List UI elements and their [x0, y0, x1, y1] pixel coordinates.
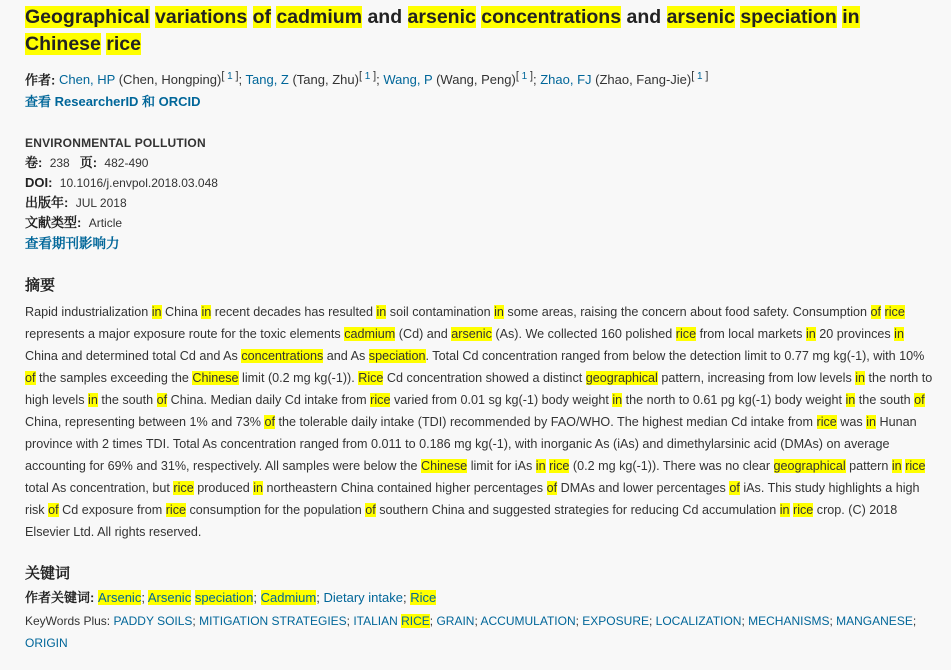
abstract-segment: rice — [884, 305, 905, 320]
abstract-segment: in — [891, 459, 902, 474]
keyword-plus-link[interactable] — [481, 614, 576, 628]
abstract-segment: of — [870, 305, 882, 320]
keywords-plus-list — [25, 614, 916, 650]
keyword-separator: ; — [429, 614, 437, 629]
abstract-segment: China, representing between 1% and 73% — [25, 415, 265, 430]
keyword-text: speciation — [194, 590, 254, 606]
author-list — [59, 72, 708, 87]
title-text: of — [252, 6, 271, 28]
title-text: and — [621, 6, 667, 28]
abstract-segment: (As). We collected 160 polished — [491, 327, 676, 342]
keyword-plus-link[interactable] — [748, 614, 829, 628]
title-text: variations — [155, 6, 248, 28]
keyword-text: LOCALIZATION — [655, 614, 742, 629]
affiliation-marker: [ 1 ] — [221, 70, 239, 82]
title-text: arsenic — [666, 6, 735, 28]
abstract-segment: the south — [855, 393, 915, 408]
abstract-segment: from local markets — [696, 327, 806, 342]
abstract-segment: represents a major exposure route for the toxic elements — [25, 327, 345, 342]
volume-value: 238 — [49, 156, 70, 171]
abstract-segment: China and determined total Cd and As — [25, 349, 242, 364]
abstract-segment: of — [365, 503, 376, 518]
abstract-segment: of — [546, 481, 558, 496]
title-text: in — [842, 6, 860, 28]
keyword-separator: ; — [912, 614, 917, 629]
keyword-text: Rice — [410, 590, 437, 606]
author-keywords-row — [25, 587, 945, 609]
keyword-separator: ; — [829, 614, 837, 629]
abstract-segment: pattern — [845, 459, 892, 474]
keyword-plus-link[interactable] — [436, 614, 474, 628]
abstract-segment: cadmium — [344, 327, 396, 342]
abstract-segment: of — [25, 371, 36, 386]
keyword-separator: ; — [346, 614, 354, 629]
author-full-name: (Wang, Peng) — [432, 72, 516, 88]
keyword-plus-link[interactable] — [25, 636, 68, 650]
abstract-segment: varied from 0.01 sg kg(-1) body weight — [390, 393, 613, 408]
authors-label: 作者: — [25, 72, 56, 88]
abstract-segment: in — [855, 371, 866, 386]
abstract-heading: 摘要 — [25, 277, 56, 295]
volume-label: 卷: — [25, 155, 43, 171]
keyword-plus-link[interactable] — [836, 614, 913, 628]
author-full-name: (Zhao, Fang-Jie) — [591, 72, 692, 88]
doi-value: 10.1016/j.envpol.2018.03.048 — [59, 176, 218, 191]
abstract-segment: rice — [816, 415, 837, 430]
author-keyword-link[interactable] — [323, 590, 402, 605]
abstract-segment: (0.2 mg kg(-1)). There was no clear — [569, 459, 774, 474]
keyword-plus-link[interactable] — [199, 614, 347, 628]
abstract-segment: the north to 0.61 pg kg(-1) body weight — [622, 393, 846, 408]
author-separator: ; — [238, 72, 246, 88]
keyword-text: MANGANESE — [836, 614, 913, 629]
keyword-separator: ; — [741, 614, 749, 629]
abstract-segment: arsenic — [451, 327, 492, 342]
title-text: cadmium — [276, 6, 363, 28]
keyword-plus-link[interactable] — [353, 614, 429, 628]
abstract-segment: rice — [905, 459, 926, 474]
affiliation-link[interactable]: 1 — [518, 71, 530, 82]
keywords-heading: 关键词 — [25, 565, 71, 583]
author-keywords-list — [98, 590, 436, 605]
affiliation-marker: [ 1 ] — [515, 70, 533, 82]
abstract-segment: Chinese — [420, 459, 468, 474]
abstract-segment: in — [779, 503, 790, 518]
abstract-segment: in — [494, 305, 504, 320]
keyword-text: Dietary intake — [323, 590, 403, 606]
keyword-text: RICE — [401, 614, 430, 629]
abstract-segment: of — [914, 393, 925, 408]
abstract-segment: Cd concentration showed a distinct — [383, 371, 586, 386]
keyword-separator: ; — [474, 614, 481, 629]
keywords-plus-row — [25, 610, 930, 654]
abstract-segment: concentrations — [241, 349, 324, 364]
abstract-segment: (Cd) and — [395, 327, 452, 342]
abstract-segment: in — [535, 459, 546, 474]
doctype-value: Article — [88, 216, 123, 231]
abstract-segment: the samples exceeding the — [35, 371, 193, 386]
pages-label: 页: — [79, 155, 98, 171]
keyword-separator: ; — [316, 590, 324, 606]
abstract-segment: some areas, raising the concern about food safety. Consumption — [503, 305, 871, 320]
abstract-segment: Hunan province with 2 times TDI. Total As concentration ranged from 0.011 to 0.186 mg kg(-1), with inorganic As (iAs) and dimethylarsinic acid (DMAs) on average accounting for 69% and 31%, respectively. All samples were below the — [25, 415, 917, 474]
keyword-separator: ; — [648, 614, 656, 629]
affiliation-link[interactable]: 1 — [361, 71, 374, 82]
doctype-row — [25, 213, 945, 233]
title-text: speciation — [740, 6, 837, 28]
abstract-segment: China — [161, 305, 202, 320]
author-separator: ; — [376, 72, 384, 88]
abstract-segment: produced — [193, 481, 254, 496]
abstract-segment: rice — [549, 459, 570, 474]
affiliation-link[interactable]: 1 — [224, 71, 236, 82]
abstract-segment: in — [151, 305, 162, 320]
abstract-segment: of — [729, 481, 740, 496]
keyword-separator: ; — [192, 614, 200, 629]
researcher-id-link[interactable]: 查看 ResearcherID 和 ORCID — [25, 94, 201, 110]
keyword-text: EXPOSURE — [582, 614, 649, 629]
abstract-segment: in — [805, 327, 816, 342]
abstract-segment: the south — [97, 393, 157, 408]
abstract-segment: crop. (C) 2018 Elsevier Ltd. All rights reserved. — [25, 503, 898, 540]
author-full-name: (Chen, Hongping) — [115, 72, 222, 88]
abstract-segment: in — [894, 327, 904, 342]
abstract-segment: was — [836, 415, 867, 430]
keyword-text: Arsenic — [97, 590, 142, 606]
abstract-segment: rice — [675, 327, 697, 342]
title-text — [247, 6, 252, 28]
title-text: and — [362, 6, 408, 28]
author-separator: ; — [532, 72, 541, 88]
abstract-segment: iAs. This study highlights a high risk — [25, 481, 920, 518]
abstract-segment: rice — [165, 503, 186, 518]
title-text: arsenic — [407, 6, 476, 28]
abstract-segment: in — [88, 393, 98, 408]
abstract-segment: Rapid industrialization — [25, 305, 152, 320]
title-text: Chinese — [25, 33, 101, 55]
doctype-label: 文献类型: — [25, 215, 82, 231]
abstract-segment: northeastern China contained higher percentages — [263, 481, 547, 496]
abstract-segment — [881, 305, 885, 319]
volume-pages-row — [25, 153, 945, 173]
keyword-text: GRAIN — [436, 614, 475, 629]
abstract-segment: geographical — [773, 459, 846, 474]
keyword-text: ACCUMULATION — [480, 614, 576, 629]
abstract-segment: recent decades has resulted — [211, 305, 377, 320]
authors-row — [25, 66, 945, 90]
author-keyword-link[interactable] — [261, 590, 317, 605]
abstract-segment: speciation — [368, 349, 426, 364]
abstract-segment: the tolerable daily intake (TDI) recommended by FAO/WHO. The highest median Cd intake from — [274, 415, 817, 430]
abstract-segment: the north to high levels — [25, 371, 933, 408]
keyword-text: Cadmium — [260, 590, 317, 606]
abstract-segment: and As — [323, 349, 369, 364]
affiliation-marker: [ 1 ] — [358, 70, 377, 82]
author-keyword-link[interactable] — [410, 590, 436, 605]
abstract-segment: pattern, increasing from low levels — [657, 371, 856, 386]
abstract-segment: in — [376, 305, 387, 320]
abstract-segment: in — [201, 305, 212, 320]
affiliation-marker: [ 1 ] — [691, 70, 709, 82]
abstract-segment: of — [264, 415, 275, 430]
record-title — [25, 4, 930, 58]
keyword-text: Arsenic — [147, 590, 192, 606]
abstract-segment: limit (0.2 mg kg(-1)). — [238, 371, 359, 386]
keyword-separator: ; — [402, 590, 411, 606]
keyword-text: PADDY SOILS — [113, 614, 193, 629]
doi-label: DOI: — [25, 175, 53, 191]
pages-value: 482-490 — [104, 156, 149, 171]
author-link[interactable]: Chen, HP — [58, 72, 116, 88]
abstract-segment: of — [156, 393, 168, 408]
author-keyword-link[interactable] — [148, 590, 254, 605]
abstract-segment: 20 provinces — [815, 327, 895, 342]
author-link[interactable]: Zhao, FJ — [540, 72, 592, 88]
abstract-segment: in — [612, 393, 623, 408]
abstract-segment: rice — [793, 503, 814, 518]
abstract-text — [25, 301, 937, 543]
abstract-segment: . Total Cd concentration ranged from below the detection limit to 0.77 mg kg(-1), with 10% — [425, 349, 925, 364]
pubdate-row — [25, 193, 945, 213]
keyword-separator: ; — [141, 590, 148, 606]
doi-row — [25, 173, 945, 193]
title-text: Geographical — [25, 6, 150, 28]
abstract-segment: consumption for the population — [186, 503, 366, 518]
keyword-plus-link[interactable] — [582, 614, 649, 628]
pubdate-value: JUL 2018 — [75, 196, 127, 211]
keyword-text: MECHANISMS — [748, 614, 830, 629]
abstract-segment: southern China and suggested strategies for reducing Cd accumulation — [375, 503, 780, 518]
keyword-text: MITIGATION STRATEGIES — [199, 614, 347, 629]
abstract-segment: rice — [173, 481, 194, 496]
abstract-segment: in — [845, 393, 856, 408]
abstract-segment: soil contamination — [386, 305, 495, 320]
author-link[interactable]: Tang, Z — [245, 72, 289, 88]
author-keywords-label: 作者关键词: — [25, 590, 95, 606]
abstract-segment: geographical — [585, 371, 658, 386]
author-link[interactable]: Wang, P — [383, 72, 433, 88]
abstract-segment: Cd exposure from — [58, 503, 166, 518]
keyword-text: ITALIAN — [353, 614, 402, 629]
abstract-segment: in — [253, 481, 264, 496]
author-keyword-link[interactable] — [98, 590, 141, 605]
keyword-plus-link[interactable] — [656, 614, 742, 628]
journal-name: ENVIRONMENTAL POLLUTION — [25, 136, 206, 151]
keyword-separator: ; — [253, 590, 261, 606]
journal-impact-link[interactable]: 查看期刊影响力 — [25, 236, 120, 252]
keyword-text: ORIGIN — [25, 636, 68, 651]
affiliation-link[interactable]: 1 — [694, 71, 706, 82]
abstract-segment: in — [866, 415, 877, 430]
keyword-plus-link[interactable] — [114, 614, 193, 628]
keyword-separator: ; — [575, 614, 583, 629]
abstract-segment: limit for iAs — [467, 459, 536, 474]
title-text: concentrations — [481, 6, 622, 28]
author-full-name: (Tang, Zhu) — [288, 72, 359, 88]
abstract-segment: DMAs and lower percentages — [557, 481, 730, 496]
abstract-segment: Rice — [358, 371, 384, 386]
abstract-segment: rice — [370, 393, 391, 408]
abstract-segment: of — [48, 503, 59, 518]
pubdate-label: 出版年: — [25, 195, 69, 211]
abstract-segment: Chinese — [192, 371, 239, 386]
title-text: rice — [106, 33, 141, 55]
keywords-plus-label: KeyWords Plus: — [25, 614, 111, 629]
abstract-segment: total As concentration, but — [25, 481, 174, 496]
abstract-segment: China. Median daily Cd intake from — [167, 393, 371, 408]
